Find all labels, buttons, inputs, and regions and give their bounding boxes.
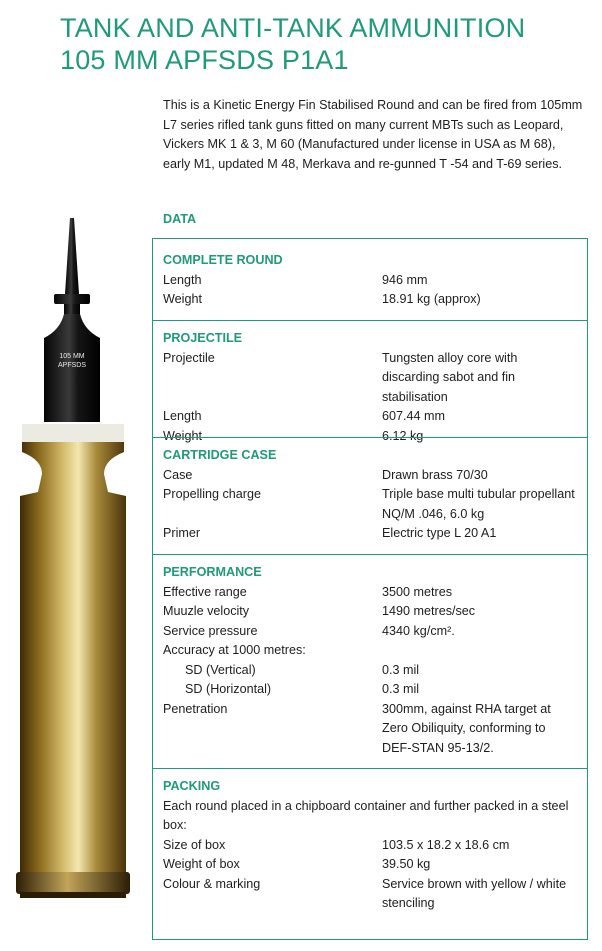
table-row: Primer Electric type L 20 A1: [163, 526, 497, 540]
shell-marking-line-2: APFSDS: [57, 362, 87, 369]
ammunition-round-image: [0, 212, 150, 922]
page-title: [60, 12, 525, 76]
section-title: CARTRIDGE CASE: [163, 448, 277, 462]
section-packing: [153, 768, 587, 914]
section-title: COMPLETE ROUND: [163, 253, 283, 267]
table-row: Length 946 mm: [163, 272, 428, 287]
title-line-1: TANK AND ANTI-TANK AMMUNITION: [60, 13, 526, 43]
case-rim: [16, 872, 130, 894]
section-title: PERFORMANCE: [163, 565, 262, 579]
table-row: Size of box 103.5 x 18.2 x 18.6 cm: [163, 837, 510, 852]
table-row: Effective range 3500 metres: [163, 584, 453, 599]
case-band: [22, 424, 124, 442]
table-row: Projectile Tungsten alloy core with discarding sabot and fin stabilisation: [163, 350, 518, 404]
cartridge-case: [20, 442, 126, 872]
penetrator-tip: [65, 218, 79, 294]
section-title: PACKING: [163, 779, 221, 793]
data-heading: DATA: [163, 212, 197, 226]
table-row: Colour & marking Service brown with yellow / white stenciling: [163, 876, 567, 910]
section-complete-round: [153, 251, 587, 310]
shell-marking-line-1: 105 MM: [59, 353, 85, 360]
table-row: Service pressure 4340 kg/cm².: [163, 623, 455, 638]
table-row: Case Drawn brass 70/30: [163, 467, 488, 482]
table-row: Weight 6.12 kg: [163, 428, 424, 443]
intro-paragraph: This is a Kinetic Energy Fin Stabilised Round and can be fired from 105mm L7 series rifled tank guns fitted on many current MBTs such as Leopard, Vickers MK 1 & 3, M 60 (Manufactured under license in USA as M 68), early M1, updated M 48, Merkava and re-gunned T -54 and T-69 series.: [163, 98, 583, 171]
table-row: SD (Vertical) 0.3 mil: [185, 662, 420, 677]
section-cartridge-case: [153, 437, 587, 544]
penetrator-collar: [54, 294, 90, 304]
table-row: SD (Horizontal) 0.3 mil: [185, 682, 420, 696]
table-row: Penetration 300mm, against RHA target at Zero Obiliquity, conforming to DEF-STAN 95-13/2.: [163, 701, 551, 755]
table-row: Length 607.44 mm: [163, 409, 445, 423]
table-row: Muuzle velocity 1490 metres/sec: [163, 604, 476, 618]
table-row: Weight 18.91 kg (approx): [163, 292, 481, 306]
section-projectile: [153, 320, 587, 446]
table-row: Propelling charge Triple base multi tubular propellant NQ/M .046, 6.0 kg: [163, 487, 575, 521]
table-row: Accuracy at 1000 metres:: [163, 643, 306, 657]
section-title: PROJECTILE: [163, 331, 243, 345]
title-line-2: 105 MM APFSDS P1A1: [60, 45, 349, 75]
table-row: Weight of box 39.50 kg: [163, 857, 431, 871]
section-performance: [153, 554, 587, 758]
specification-box: [152, 238, 588, 940]
packing-note: Each round placed in a chipboard container and further packed in a steel box:: [163, 798, 569, 832]
